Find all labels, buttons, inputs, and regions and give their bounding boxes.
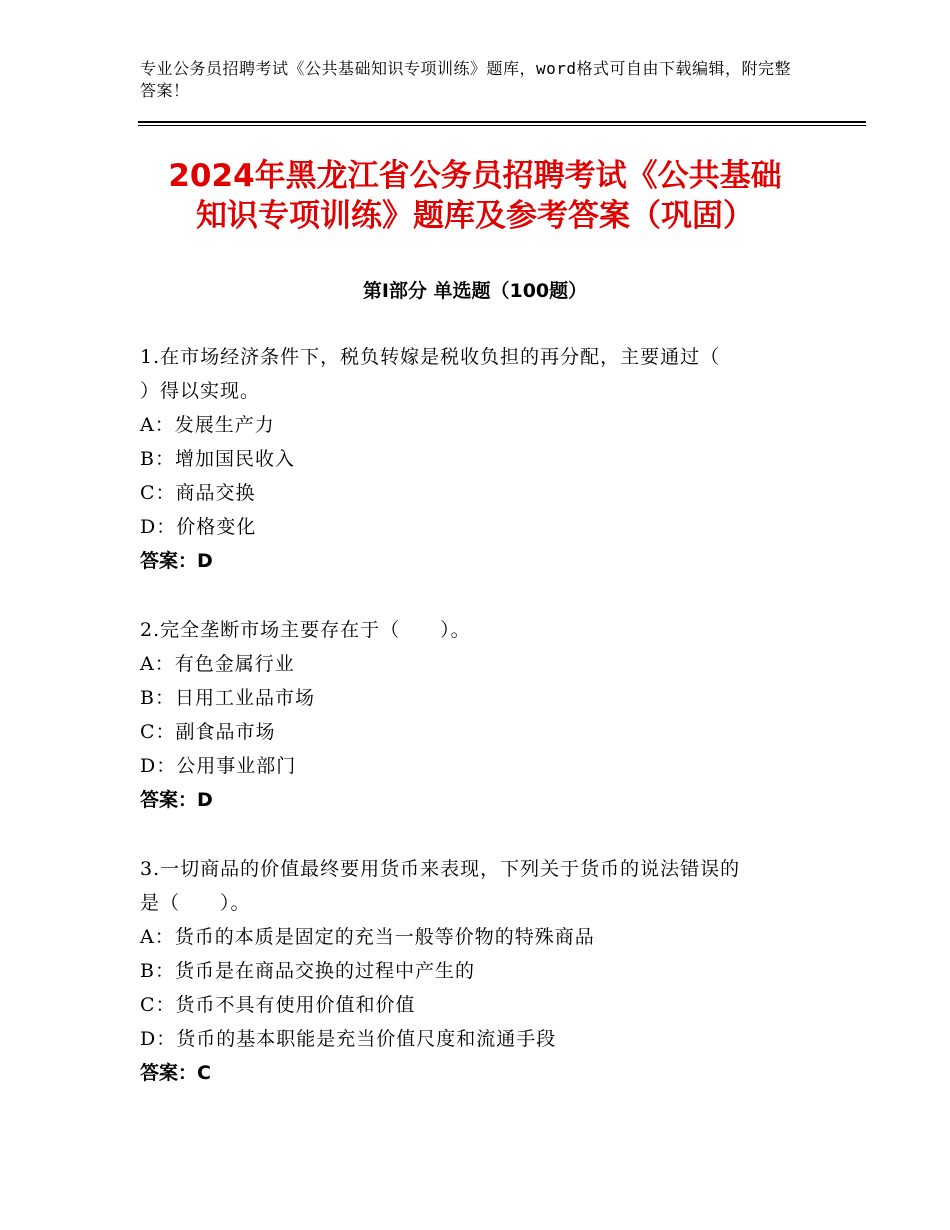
question-stem-continued: ）得以实现。	[140, 380, 261, 402]
answer: 答案：C	[140, 1062, 211, 1084]
answer: 答案：D	[140, 550, 213, 572]
header-rule-thin	[138, 125, 866, 126]
question-stem: 2.完全垄断市场主要存在于（ ）。	[140, 619, 471, 641]
question-3	[140, 852, 800, 1090]
option-d: D：货币的基本职能是充当价值尺度和流通手段	[140, 1028, 557, 1050]
question-stem: 3.一切商品的价值最终要用货币来表现，下列关于货币的说法错误的	[140, 858, 741, 880]
option-a: A：货币的本质是固定的充当一般等价物的特殊商品	[140, 926, 595, 948]
section-heading: 第Ⅰ部分 单选题（100题）	[362, 280, 588, 302]
option-a: A：有色金属行业	[140, 653, 295, 675]
question-stem: 1.在市场经济条件下，税负转嫁是税收负担的再分配，主要通过（	[140, 346, 721, 368]
answer: 答案：D	[140, 789, 213, 811]
option-d: D：价格变化	[140, 516, 257, 538]
question-2	[140, 613, 800, 817]
title-line-2: 知识专项训练》题库及参考答案（巩固）	[196, 198, 754, 234]
question-stem-continued: 是（ ）。	[140, 892, 251, 914]
option-b: B：货币是在商品交换的过程中产生的	[140, 960, 475, 982]
header-note: 专业公务员招聘考试《公共基础知识专项训练》题库，word格式可自由下载编辑，附完整答案！	[140, 59, 792, 100]
header-rule-thick	[138, 121, 866, 123]
option-b: B：日用工业品市场	[140, 687, 315, 709]
option-c: C：副食品市场	[140, 721, 276, 743]
option-c: C：货币不具有使用价值和价值	[140, 994, 416, 1016]
title-line-1: 2024年黑龙江省公务员招聘考试《公共基础	[168, 158, 782, 194]
document-title	[90, 156, 860, 236]
option-b: B：增加国民收入	[140, 448, 295, 470]
option-d: D：公用事业部门	[140, 755, 297, 777]
option-c: C：商品交换	[140, 482, 256, 504]
question-1	[140, 340, 800, 578]
option-a: A：发展生产力	[140, 414, 275, 436]
